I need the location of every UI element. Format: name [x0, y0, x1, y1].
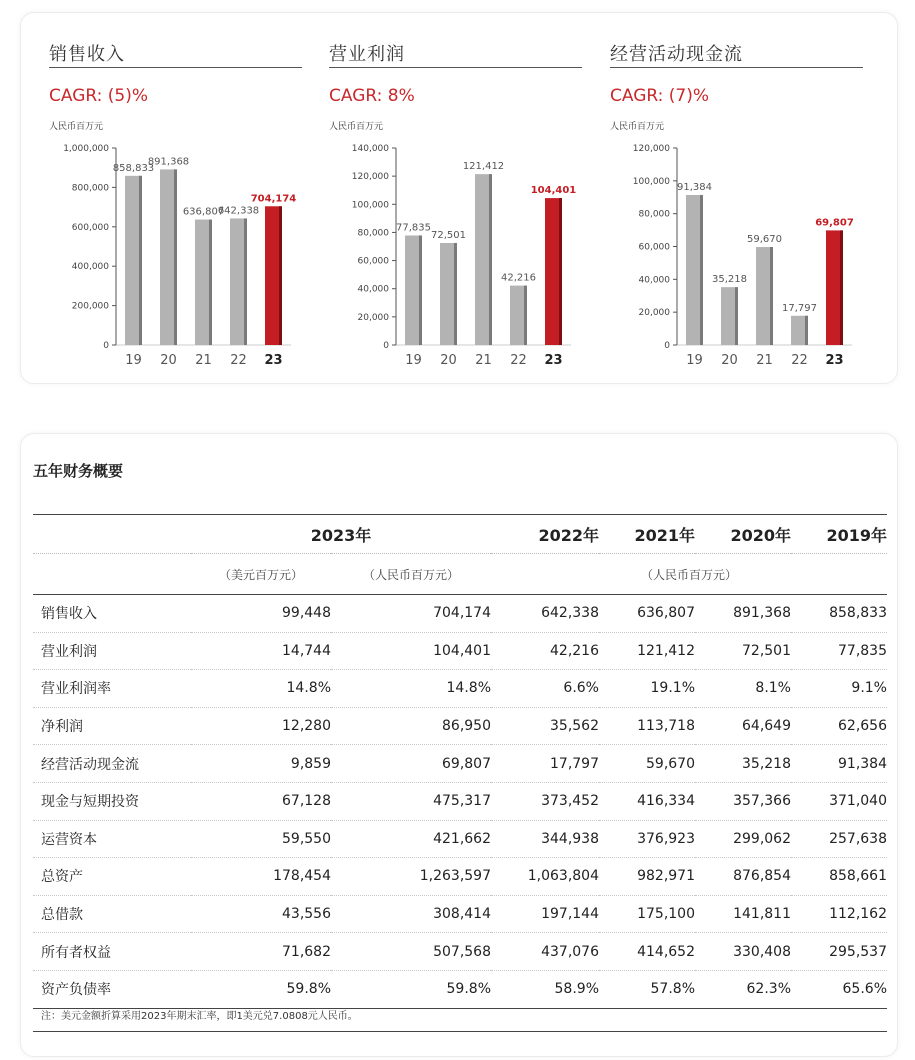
chart-title: 销售收入	[49, 44, 125, 65]
bar-value-label: 858,833	[112, 162, 155, 174]
y-tick-label: 20,000	[638, 308, 670, 319]
table-cell: 982,971	[599, 858, 695, 896]
table-cell: 876,854	[695, 858, 791, 896]
table-cell: 64,649	[695, 707, 791, 745]
bar-value-label: 42,216	[501, 272, 536, 284]
bar-value-label: 35,218	[712, 274, 747, 286]
table-cell: 9,859	[191, 745, 331, 783]
y-tick-label: 1,000,000	[63, 144, 109, 154]
y-tick-label: 400,000	[71, 262, 109, 273]
chart-panel-sales	[21, 13, 297, 383]
table-row	[33, 933, 887, 971]
table-row	[33, 858, 887, 896]
bar-shading	[524, 286, 527, 345]
table-cell: 104,401	[331, 632, 491, 670]
table-cell: 17,797	[491, 745, 599, 783]
table-cell: 178,454	[191, 858, 331, 896]
bar-chart-operating-profit	[301, 133, 591, 383]
row-label: 净利润	[33, 707, 191, 745]
table-title: 五年财务概要	[33, 462, 124, 480]
year-header: 2020年	[695, 515, 791, 554]
bar-shading	[209, 220, 212, 345]
table-cell: 12,280	[191, 707, 331, 745]
table-footnote: 注：美元金额折算采用2023年期末汇率，即1美元兑7.0808元人民币。	[41, 1011, 358, 1022]
bar-value-label: 642,338	[217, 205, 260, 217]
table-cell: 344,938	[491, 820, 599, 858]
table-cell: 475,317	[331, 782, 491, 820]
y-tick-label: 120,000	[351, 172, 389, 183]
bar-value-label: 121,412	[462, 161, 505, 173]
row-label: 总资产	[33, 858, 191, 896]
table-cell: 65.6%	[791, 970, 887, 1008]
row-label: 经营活动现金流	[33, 745, 191, 783]
x-category-label: 19	[125, 353, 142, 368]
table-row	[33, 745, 887, 783]
bar-value-label: 59,670	[747, 234, 782, 246]
table-cell: 9.1%	[791, 670, 887, 708]
y-tick-label: 80,000	[357, 228, 389, 239]
table-cell: 86,950	[331, 707, 491, 745]
table-row	[33, 970, 887, 1008]
row-label: 运营资本	[33, 820, 191, 858]
table-cell: 858,833	[791, 595, 887, 633]
table-cell: 62.3%	[695, 970, 791, 1008]
bar-value-label: 91,384	[677, 181, 712, 193]
table-cell: 43,556	[191, 895, 331, 933]
bar-shading	[840, 230, 843, 345]
row-label: 现金与短期投资	[33, 782, 191, 820]
bar-shading	[244, 218, 247, 345]
year-header-row	[33, 515, 887, 554]
y-tick-label: 40,000	[357, 284, 389, 295]
table-cell: 357,366	[695, 782, 791, 820]
x-category-label: 23	[264, 353, 283, 368]
x-category-label: 23	[825, 353, 844, 368]
unit-header-rmb-prior-years: （人民币百万元）	[491, 554, 887, 595]
table-cell: 99,448	[191, 595, 331, 633]
financial-summary-card	[20, 433, 898, 1057]
chart-cagr: CAGR: (5)%	[49, 86, 149, 106]
y-tick-label: 60,000	[638, 242, 670, 253]
bar-shading	[559, 198, 562, 345]
x-category-label: 23	[544, 353, 563, 368]
bar-chart-operating-cash-flow	[582, 133, 872, 383]
bar-shading	[735, 287, 738, 345]
table-cell: 507,568	[331, 933, 491, 971]
table-cell: 42,216	[491, 632, 599, 670]
header-blank	[33, 554, 191, 595]
table-cell: 77,835	[791, 632, 887, 670]
table-bottom-rule	[33, 1031, 887, 1032]
table-cell: 59.8%	[331, 970, 491, 1008]
table-cell: 299,062	[695, 820, 791, 858]
chart-title-rule	[329, 67, 582, 68]
x-category-label: 20	[440, 353, 457, 368]
table-cell: 71,682	[191, 933, 331, 971]
table-cell: 91,384	[791, 745, 887, 783]
table-cell: 373,452	[491, 782, 599, 820]
year-header: 2021年	[599, 515, 695, 554]
chart-panel-operating-cash-flow	[582, 13, 852, 383]
table-cell: 414,652	[599, 933, 695, 971]
bar-value-label: 104,401	[530, 185, 577, 197]
table-cell: 1,063,804	[491, 858, 599, 896]
chart-cagr: CAGR: 8%	[329, 86, 415, 106]
table-cell: 58.9%	[491, 970, 599, 1008]
table-cell: 59.8%	[191, 970, 331, 1008]
table-cell: 197,144	[491, 895, 599, 933]
table-row	[33, 895, 887, 933]
table-cell: 14.8%	[331, 670, 491, 708]
table-cell: 376,923	[599, 820, 695, 858]
table-cell: 1,263,597	[331, 858, 491, 896]
bar-value-label: 636,807	[182, 206, 225, 218]
table-cell: 6.6%	[491, 670, 599, 708]
y-tick-label: 100,000	[632, 176, 670, 187]
x-category-label: 22	[230, 353, 247, 368]
chart-unit-label: 人民币百万元	[49, 122, 104, 132]
chart-cagr: CAGR: (7)%	[610, 86, 710, 106]
table-cell: 35,218	[695, 745, 791, 783]
table-row	[33, 707, 887, 745]
table-cell: 416,334	[599, 782, 695, 820]
table-cell: 72,501	[695, 632, 791, 670]
table-cell: 67,128	[191, 782, 331, 820]
unit-header-usd: （美元百万元）	[191, 554, 331, 595]
table-row	[33, 670, 887, 708]
x-category-label: 21	[195, 353, 212, 368]
x-category-label: 19	[686, 353, 703, 368]
y-tick-label: 100,000	[351, 200, 389, 211]
table-cell: 421,662	[331, 820, 491, 858]
row-label: 营业利润	[33, 632, 191, 670]
x-category-label: 20	[160, 353, 177, 368]
y-tick-label: 0	[383, 341, 389, 351]
table-cell: 59,670	[599, 745, 695, 783]
row-label: 销售收入	[33, 595, 191, 633]
table-cell: 371,040	[791, 782, 887, 820]
table-cell: 35,562	[491, 707, 599, 745]
bar-value-label: 72,501	[431, 229, 466, 241]
table-cell: 62,656	[791, 707, 887, 745]
bar-value-label: 17,797	[782, 302, 817, 314]
y-tick-label: 120,000	[632, 144, 670, 154]
table-cell: 330,408	[695, 933, 791, 971]
y-tick-label: 60,000	[357, 256, 389, 267]
table-cell: 642,338	[491, 595, 599, 633]
row-label: 总借款	[33, 895, 191, 933]
bar-shading	[279, 206, 282, 345]
table-cell: 57.8%	[599, 970, 695, 1008]
y-tick-label: 20,000	[357, 312, 389, 323]
row-label: 营业利润率	[33, 670, 191, 708]
table-cell: 113,718	[599, 707, 695, 745]
table-cell: 257,638	[791, 820, 887, 858]
bar-chart-sales	[21, 133, 311, 383]
table-cell: 141,811	[695, 895, 791, 933]
x-category-label: 22	[791, 353, 808, 368]
x-category-label: 19	[405, 353, 422, 368]
bar-shading	[805, 316, 808, 345]
chart-title-rule	[49, 67, 302, 68]
table-row	[33, 782, 887, 820]
financial-summary-table	[33, 514, 887, 1009]
y-tick-label: 40,000	[638, 275, 670, 286]
y-tick-label: 0	[664, 341, 670, 351]
table-row	[33, 595, 887, 633]
x-category-label: 20	[721, 353, 738, 368]
table-cell: 295,537	[791, 933, 887, 971]
bar-shading	[174, 169, 177, 345]
x-category-label: 21	[756, 353, 773, 368]
charts-card	[20, 12, 898, 384]
chart-title-rule	[610, 67, 863, 68]
bar-value-label: 69,807	[815, 217, 854, 229]
table-cell: 121,412	[599, 632, 695, 670]
table-cell: 858,661	[791, 858, 887, 896]
table-row	[33, 632, 887, 670]
y-tick-label: 600,000	[71, 222, 109, 233]
y-tick-label: 80,000	[638, 209, 670, 220]
y-tick-label: 0	[103, 341, 109, 351]
chart-panel-operating-profit	[301, 13, 577, 383]
row-label: 资产负债率	[33, 970, 191, 1008]
table-cell: 69,807	[331, 745, 491, 783]
unit-header-rmb: （人民币百万元）	[331, 554, 491, 595]
bar-shading	[489, 174, 492, 345]
year-header: 2022年	[491, 515, 599, 554]
year-header: 2023年	[191, 515, 491, 554]
y-tick-label: 140,000	[351, 144, 389, 154]
table-cell: 14,744	[191, 632, 331, 670]
bar-value-label: 704,174	[250, 193, 297, 205]
unit-header-row	[33, 554, 887, 595]
table-row	[33, 820, 887, 858]
table-cell: 19.1%	[599, 670, 695, 708]
table-cell: 175,100	[599, 895, 695, 933]
bar-value-label: 891,368	[147, 156, 190, 168]
chart-title: 经营活动现金流	[610, 44, 743, 65]
table-cell: 8.1%	[695, 670, 791, 708]
bar-shading	[139, 176, 142, 345]
year-header: 2019年	[791, 515, 887, 554]
header-blank	[33, 515, 191, 554]
y-tick-label: 200,000	[71, 301, 109, 312]
x-category-label: 21	[475, 353, 492, 368]
x-category-label: 22	[510, 353, 527, 368]
table-cell: 14.8%	[191, 670, 331, 708]
chart-unit-label: 人民币百万元	[610, 122, 665, 132]
table-cell: 636,807	[599, 595, 695, 633]
bar-shading	[770, 247, 773, 345]
chart-title: 营业利润	[329, 44, 405, 65]
row-label: 所有者权益	[33, 933, 191, 971]
bar-shading	[419, 235, 422, 345]
y-tick-label: 800,000	[71, 183, 109, 194]
table-cell: 891,368	[695, 595, 791, 633]
table-cell: 308,414	[331, 895, 491, 933]
table-cell: 112,162	[791, 895, 887, 933]
bar-shading	[700, 195, 703, 345]
bar-shading	[454, 243, 457, 345]
table-cell: 437,076	[491, 933, 599, 971]
table-cell: 59,550	[191, 820, 331, 858]
table-cell: 704,174	[331, 595, 491, 633]
bar-value-label: 77,835	[396, 222, 431, 234]
chart-unit-label: 人民币百万元	[329, 122, 384, 132]
